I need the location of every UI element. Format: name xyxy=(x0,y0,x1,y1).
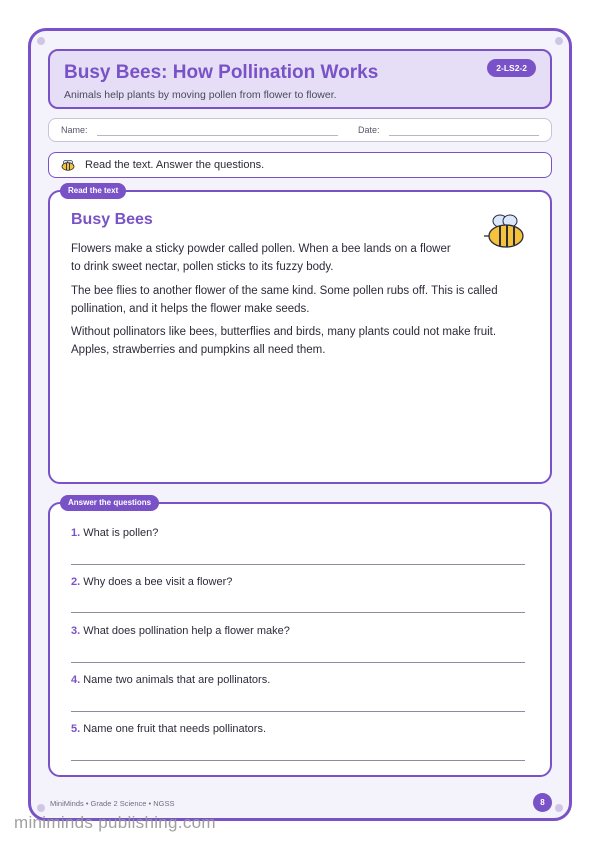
question-item xyxy=(71,723,266,735)
bee-icon xyxy=(61,159,75,171)
question-number: 4. xyxy=(71,674,81,686)
question-item xyxy=(71,625,290,637)
paragraph-line: to drink sweet nectar, pollen sticks to its fuzzy body. xyxy=(71,261,334,273)
answer-line[interactable] xyxy=(71,612,525,613)
paragraph-line: Without pollinators like bees, butterflies and birds, many plants could not make fruit. xyxy=(71,326,497,338)
corner-dot xyxy=(37,804,45,812)
question-item xyxy=(71,527,158,539)
instructions-text: Read the text. Answer the questions. xyxy=(85,159,265,171)
paragraph-line: Flowers make a sticky powder called pollen. When a bee lands on a flower xyxy=(71,243,451,255)
answer-line[interactable] xyxy=(71,662,525,663)
questions-section xyxy=(48,498,552,777)
date-line[interactable] xyxy=(389,135,539,136)
name-date-bar xyxy=(48,118,552,142)
paragraph-line: Apples, strawberries and pumpkins all need them. xyxy=(71,344,326,356)
reading-tab-label: Read the text xyxy=(60,183,126,199)
question-text: Why does a bee visit a flower? xyxy=(83,576,233,588)
reading-section xyxy=(48,186,552,484)
name-label: Name: xyxy=(61,125,88,135)
name-line[interactable] xyxy=(97,135,338,136)
reading-paragraph xyxy=(71,282,498,318)
question-text: What is pollen? xyxy=(83,527,159,539)
page-number-badge: 8 xyxy=(533,793,552,812)
question-text: Name two animals that are pollinators. xyxy=(83,674,271,686)
watermark: miniminds publishing.com xyxy=(14,813,216,832)
corner-dot xyxy=(555,804,563,812)
bee-illustration xyxy=(483,211,527,251)
question-number: 5. xyxy=(71,723,81,735)
date-label: Date: xyxy=(358,125,380,135)
paragraph-line: pollination, and it helps the flower make seeds. xyxy=(71,303,310,315)
title-banner xyxy=(48,49,552,109)
page-title: Busy Bees: How Pollination Works xyxy=(64,62,379,83)
question-number: 2. xyxy=(71,576,81,588)
page-subtitle: Animals help plants by moving pollen from flower to flower. xyxy=(64,89,337,101)
reading-paragraph xyxy=(71,240,451,276)
answer-line[interactable] xyxy=(71,564,525,565)
reading-paragraph xyxy=(71,323,496,359)
worksheet-page xyxy=(28,28,572,821)
instructions-bar xyxy=(48,152,552,178)
paragraph-line: The bee flies to another flower of the same kind. Some pollen rubs off. This is called xyxy=(71,285,498,297)
question-item xyxy=(71,576,232,588)
questions-tab-label: Answer the questions xyxy=(60,495,159,511)
corner-dot xyxy=(555,37,563,45)
footer-text: MiniMinds • Grade 2 Science • NGSS xyxy=(50,799,175,808)
corner-dot xyxy=(37,37,45,45)
reading-heading: Busy Bees xyxy=(71,211,153,228)
answer-line[interactable] xyxy=(71,711,525,712)
question-item xyxy=(71,674,270,686)
question-text: What does pollination help a flower make? xyxy=(83,625,290,637)
question-number: 3. xyxy=(71,625,81,637)
question-number: 1. xyxy=(71,527,81,539)
answer-line[interactable] xyxy=(71,760,525,761)
standard-code-badge: 2-LS2-2 xyxy=(487,59,536,77)
question-text: Name one fruit that needs pollinators. xyxy=(83,723,267,735)
